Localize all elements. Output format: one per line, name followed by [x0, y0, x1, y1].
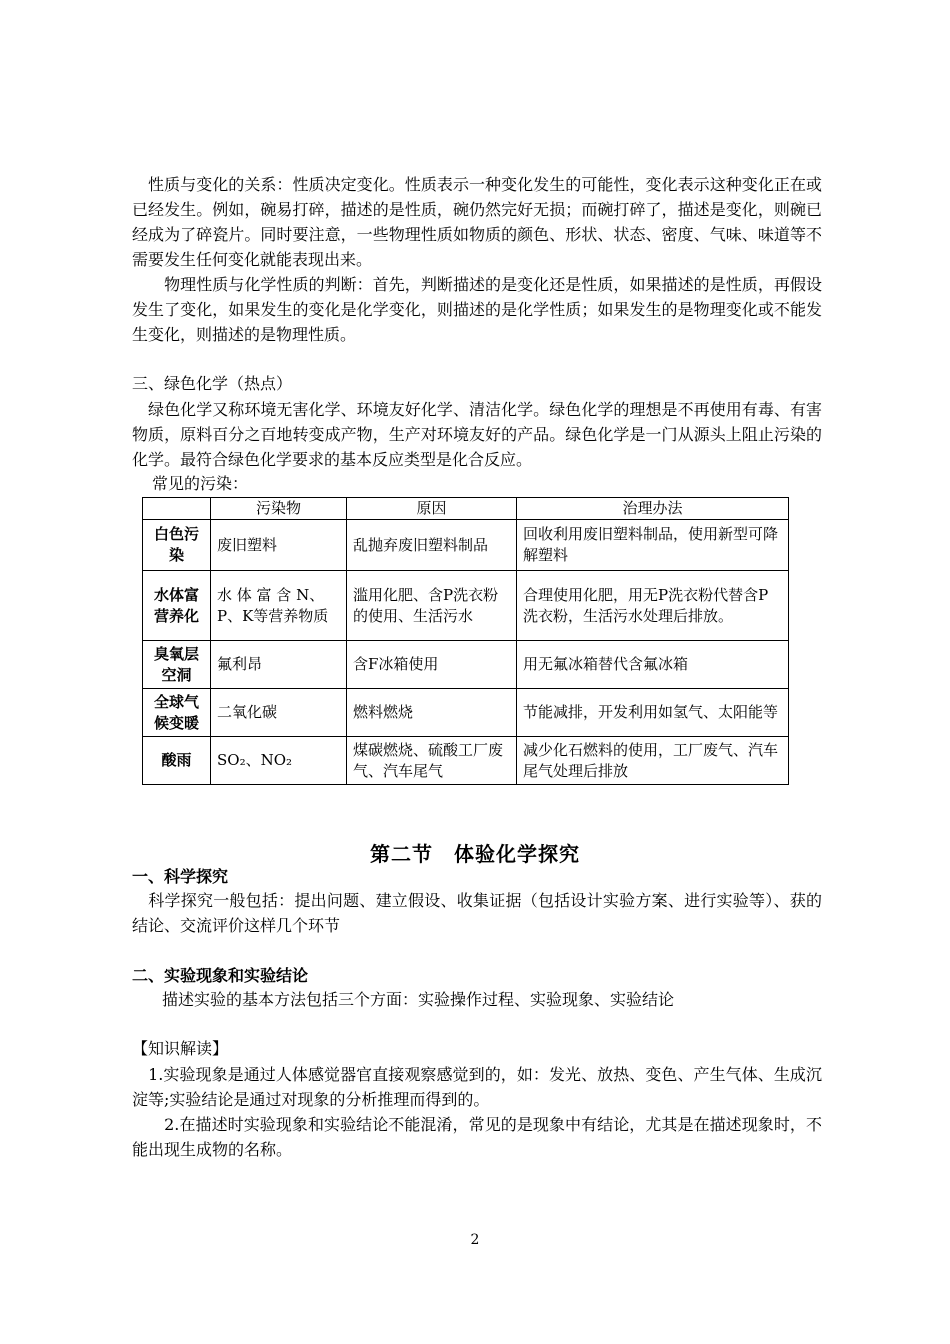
knowledge-point-1: 1.实验现象是通过人体感觉器官直接观察感觉到的，如：发光、放热、变色、产生气体、生成沉淀等;实验结论是通过对现象的分析推理而得到的。: [132, 1065, 822, 1109]
pollution-table: [142, 497, 789, 785]
table-row: [143, 689, 789, 737]
pollutant-cell: 水 体 富 含 N、P、K等营养物质: [211, 571, 347, 641]
pollution-type-cell: 白色污染: [143, 520, 211, 571]
table-row: [143, 737, 789, 785]
cause-cell: 含F冰箱使用: [347, 641, 517, 689]
pollution-type-cell: 水体富营养化: [143, 571, 211, 641]
remedy-cell: 节能减排，开发利用如氢气、太阳能等: [517, 689, 789, 737]
table-header-row: [143, 498, 789, 520]
knowledge-label: 【知识解读】: [132, 1039, 229, 1058]
green-chemistry-paragraph: 绿色化学又称环境无害化学、环境友好化学、清洁化学。绿色化学的理想是不再使用有毒、有害物质，原料百分之百地转变成产物，生产对环境友好的产品。绿色化学是一门从源头上阻止污染的化学。最符合绿色化学要求的基本反应类型是化合反应。: [132, 400, 822, 469]
table-header-cell: [143, 498, 211, 520]
pollutant-cell: SO₂、NO₂: [211, 737, 347, 785]
remedy-cell: 回收利用废旧塑料制品，使用新型可降解塑料: [517, 520, 789, 571]
cause-cell: 煤碳燃烧、硫酸工厂废气、汽车尾气: [347, 737, 517, 785]
remedy-cell: 合理使用化肥，用无P洗衣粉代替含P洗衣粉，生活污水处理后排放。: [517, 571, 789, 641]
experiment-paragraph: 描述实验的基本方法包括三个方面：实验操作过程、实验现象、实验结论: [162, 990, 675, 1009]
table-row: [143, 520, 789, 571]
property-change-paragraph: 性质与变化的关系：性质决定变化。性质表示一种变化发生的可能性，变化表示这种变化正在或已经发生。例如，碗易打碎，描述的是性质，碗仍然完好无损；而碗打碎了，描述是变化，则碗已经成为了碎瓷片。同时要注意，一些物理性质如物质的颜色、形状、状态、密度、气味、味道等不需要发生任何变化就能表现出来。: [132, 175, 822, 269]
page-number: 2: [470, 1232, 480, 1248]
remedy-cell: 减少化石燃料的使用，工厂废气、汽车尾气处理后排放: [517, 737, 789, 785]
table-header-cell: 污染物: [211, 498, 347, 520]
experiment-heading: 二、实验现象和实验结论: [132, 966, 309, 985]
science-inquiry-paragraph: 科学探究一般包括：提出问题、建立假设、收集证据（包括设计实验方案、进行实验等）、获的结论、交流评价这样几个环节: [132, 891, 822, 935]
pollution-type-cell: 酸雨: [143, 737, 211, 785]
table-header-cell: 治理办法: [517, 498, 789, 520]
table-row: [143, 571, 789, 641]
cause-cell: 滥用化肥、含P洗衣粉的使用、生活污水: [347, 571, 517, 641]
remedy-cell: 用无氟冰箱替代含氟冰箱: [517, 641, 789, 689]
pollution-type-cell: 全球气候变暖: [143, 689, 211, 737]
green-chemistry-heading: 三、绿色化学（热点）: [132, 374, 293, 393]
pollutant-cell: 废旧塑料: [211, 520, 347, 571]
physical-chemical-judgement-paragraph: 物理性质与化学性质的判断：首先，判断描述的是变化还是性质，如果描述的是性质，再假设发生了变化，如果发生的变化是化学变化，则描述的是化学性质；如果发生的是物理变化或不能发生变化，则描述的是物理性质。: [132, 275, 822, 344]
table-header-cell: 原因: [347, 498, 517, 520]
cause-cell: 乱抛弃废旧塑料制品: [347, 520, 517, 571]
common-pollution-label: 常见的污染：: [152, 474, 249, 493]
knowledge-point-2: 2.在描述时实验现象和实验结论不能混淆，常见的是现象中有结论，尤其是在描述现象时，不能出现生成物的名称。: [132, 1115, 822, 1159]
pollution-type-cell: 臭氧层空洞: [143, 641, 211, 689]
pollutant-cell: 二氧化碳: [211, 689, 347, 737]
pollutant-cell: 氟利昂: [211, 641, 347, 689]
table-row: [143, 641, 789, 689]
science-inquiry-heading: 一、科学探究: [132, 867, 229, 886]
section-title: 第二节 体验化学探究: [370, 842, 580, 866]
cause-cell: 燃料燃烧: [347, 689, 517, 737]
